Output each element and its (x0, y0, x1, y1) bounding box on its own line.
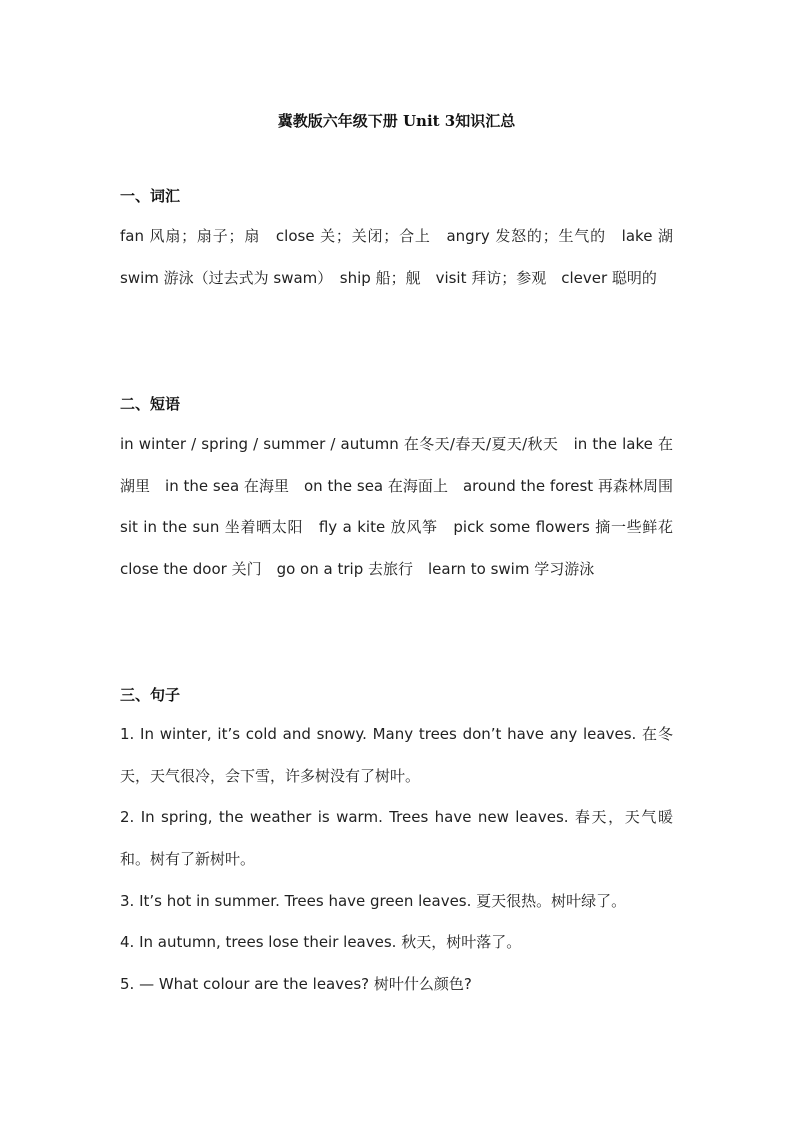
phrases-heading: 二、短语 (120, 395, 181, 413)
sentence-item-5: 5. — What colour are the leaves? 树叶什么颜色? (120, 975, 472, 993)
sentence-item-3: 3. It’s hot in summer. Trees have green leaves. 夏天很热。树叶绿了。 (120, 892, 627, 910)
vocabulary-heading: 一、词汇 (120, 187, 181, 205)
sentence-item-2: 2. In spring, the weather is warm. Trees have new leaves. 春天，天气暖和。树有了新树叶。 (120, 808, 673, 868)
sentences-heading: 三、句子 (120, 686, 181, 704)
sentence-item-1: 1. In winter, it’s cold and snowy. Many trees don’t have any leaves. 在冬天，天气很冷，会下雪，许多树没有了树叶。 (120, 725, 673, 785)
phrases-content: in winter / spring / summer / autumn 在冬天/春天/夏天/秋天 in the lake 在湖里 in the sea 在海里 on the sea 在海面上 around the forest 再森林周围 sit in the sun 坐着晒太阳 fly a kite 放风筝 pick some flowers 摘一些鲜花 close the door 关门 go on a trip 去旅行 learn to swim 学习游泳 (120, 435, 689, 578)
vocabulary-content: fan 风扇；扇子；扇 close 关；关闭；合上 angry 发怒的；生气的 lake 湖 swim 游泳（过去式为 swam） ship 船；舰 visit 拜访；参观 clever 聪明的 (120, 227, 689, 287)
sentence-item-4: 4. In autumn, trees lose their leaves. 秋天，树叶落了。 (120, 933, 522, 951)
document-title: 冀教版六年级下册 Unit 3知识汇总 (277, 112, 516, 130)
